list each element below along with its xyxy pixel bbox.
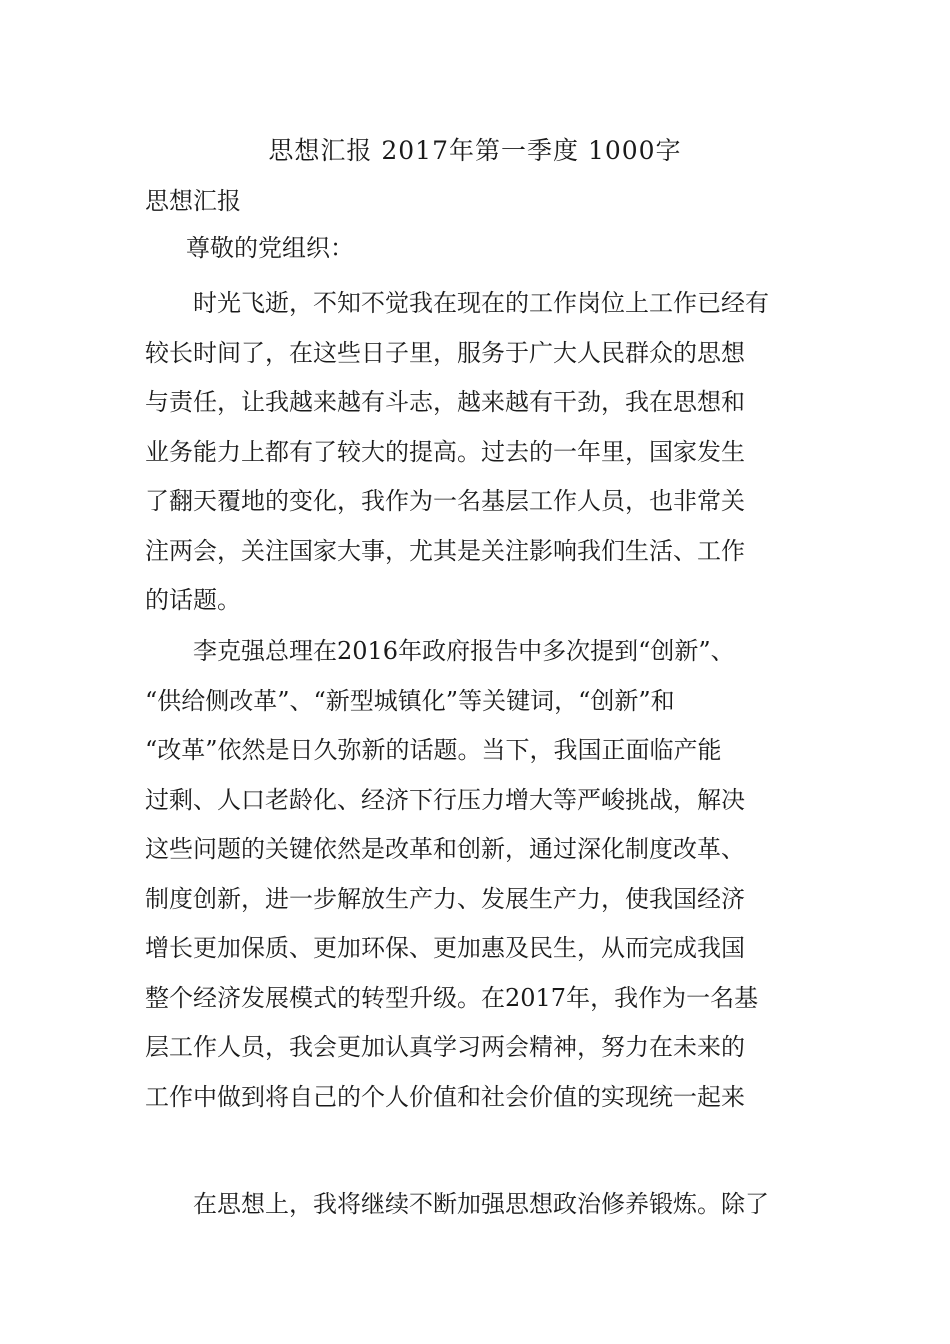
paragraph-line: 制度创新，进一步解放生产力、发展生产力，使我国经济: [145, 884, 745, 913]
paragraph-line: 的话题。: [145, 586, 241, 614]
paragraph-line: 层工作人员，我会更加认真学习两会精神，努力在未来的: [145, 1033, 745, 1061]
paragraph-line: 与责任，让我越来越有斗志，越来越有干劲，我在思想和: [145, 388, 745, 416]
paragraph-line: 在思想上，我将继续不断加强思想政治修养锻炼。除了: [193, 1190, 769, 1218]
paragraph-3: [145, 1180, 807, 1230]
paragraph-line: 这些问题的关键依然是改革和创新，通过深化制度改革、: [145, 835, 745, 863]
paragraph-1: [145, 279, 807, 626]
paragraph-line: 过剩、人口老龄化、经济下行压力增大等严峻挑战，解决: [145, 785, 745, 814]
paragraph-line: 李克强总理在2016年政府报告中多次提到“创新”、: [193, 637, 735, 665]
paragraph-line: 注两会，关注国家大事，尤其是关注影响我们生活、工作: [145, 536, 745, 565]
paragraph-line: 较长时间了，在这些日子里，服务于广大人民群众的思想: [145, 338, 745, 367]
paragraph-line: “改革”依然是日久弥新的话题。当下，我国正面临产能: [145, 736, 722, 764]
paragraph-line: “供给侧改革”、“新型城镇化”等关键词，“创新”和: [145, 686, 675, 715]
paragraph-line: 增长更加保质、更加环保、更加惠及民生，从而完成我国: [145, 934, 745, 962]
document-heading: 思想汇报: [145, 187, 241, 215]
paragraph-line: 了翻天覆地的变化，我作为一名基层工作人员，也非常关: [145, 487, 745, 515]
paragraph-2: [145, 627, 807, 1122]
paragraph-line: 业务能力上都有了较大的提高。过去的一年里，国家发生: [145, 437, 745, 466]
paragraph-line: 整个经济发展模式的转型升级。在2017年，我作为一名基: [145, 983, 759, 1012]
paragraph-line: 时光飞逝，不知不觉我在现在的工作岗位上工作已经有: [193, 289, 769, 317]
paragraph-line: 工作中做到将自己的个人价值和社会价值的实现统一起来: [145, 1082, 745, 1111]
salutation: 尊敬的党组织：: [186, 234, 354, 262]
document-title: 思想汇报 2017年第一季度 1000字: [268, 136, 682, 165]
